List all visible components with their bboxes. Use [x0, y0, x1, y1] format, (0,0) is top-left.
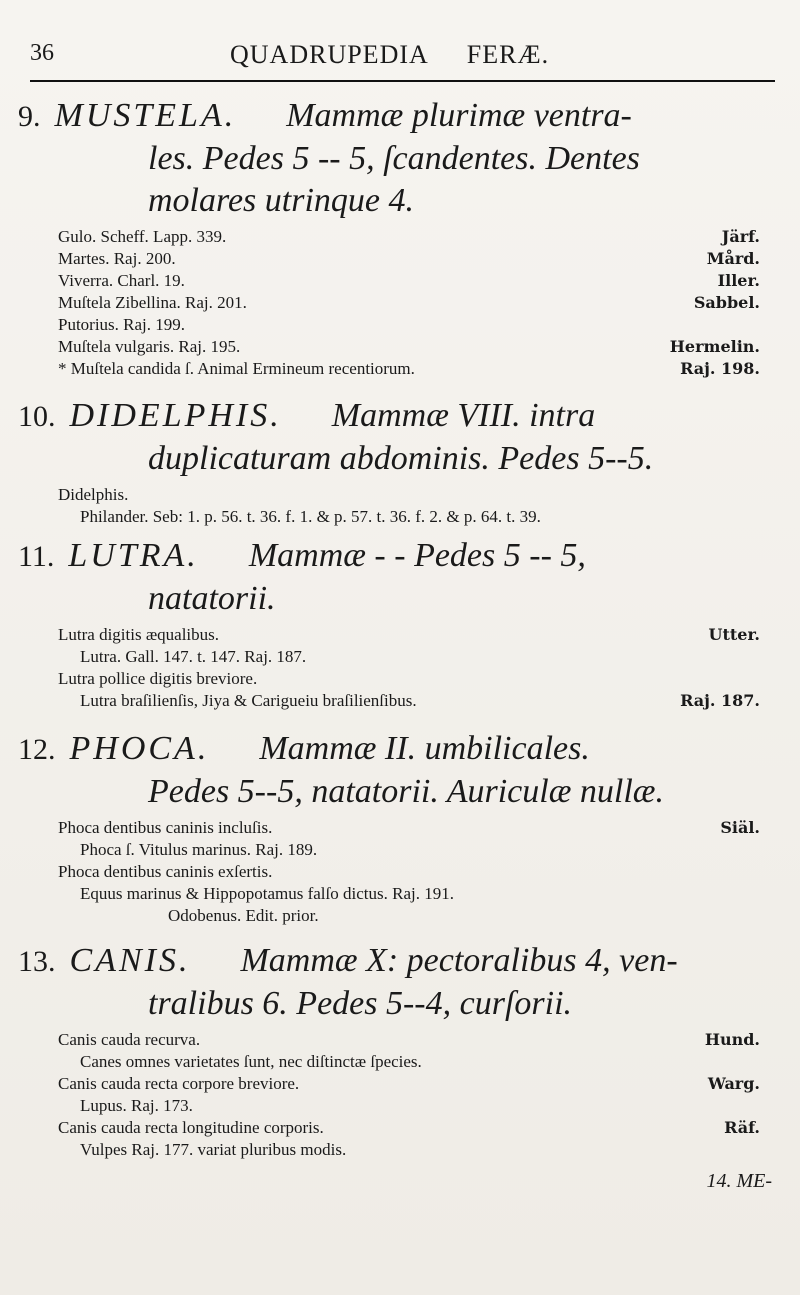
running-title [230, 40, 549, 70]
species-entry [18, 905, 788, 927]
species-entry [18, 1095, 788, 1117]
genus-section [18, 395, 788, 528]
genus-description: Mammæ X: pectoralibus 4, ven- [240, 942, 678, 979]
running-header [30, 40, 775, 82]
species-entry [18, 270, 788, 292]
genus-section [18, 940, 788, 1161]
species-list [18, 817, 788, 927]
species-entry [18, 839, 788, 861]
genus-heading [18, 95, 788, 138]
species-entry [18, 624, 788, 646]
genus-description-continued: les. Pedes 5 -- 5, ſcandentes. Dentes [148, 140, 640, 177]
genus-name: LUTRA. [68, 537, 199, 574]
genus-heading [18, 940, 788, 983]
species-name: Canis cauda recta corpore breviore. [58, 1074, 300, 1093]
genus-description-continued: natatorii. [148, 580, 276, 617]
genus-name: DIDELPHIS. [69, 397, 282, 434]
species-name: Lutra digitis æqualibus. [58, 625, 220, 644]
species-name: Putorius. Raj. 199. [58, 315, 186, 334]
species-list [18, 1029, 788, 1161]
species-entry [18, 1117, 788, 1139]
species-entry [18, 1051, 788, 1073]
genus-number: 11. [18, 540, 55, 573]
species-name: Odobenus. Edit. prior. [168, 906, 319, 925]
species-entry [18, 690, 788, 712]
title-left: QUADRUPEDIA [230, 40, 429, 69]
genus-number: 9. [18, 100, 41, 133]
species-entry [18, 226, 788, 248]
species-name: Equus marinus & Hippopotamus falſo dictus. Raj. 191. [80, 884, 454, 903]
genus-heading [18, 535, 788, 578]
species-entry [18, 314, 788, 336]
vernacular-name: Järf. [721, 227, 760, 246]
species-entry [18, 817, 788, 839]
species-entry [18, 358, 788, 380]
species-name: Phoca dentibus caninis incluſis. [58, 818, 273, 837]
species-entry [18, 484, 788, 506]
vernacular-name: Sabbel. [693, 293, 760, 312]
vernacular-name: Hermelin. [669, 337, 760, 356]
species-name: Didelphis. [58, 485, 129, 504]
genus-description-continued: molares utrinque 4. [148, 182, 415, 219]
species-entry [18, 248, 788, 270]
vernacular-name: Iller. [717, 271, 760, 290]
catchword: 14. ME- [706, 1170, 772, 1192]
species-name: Muſtela vulgaris. Raj. 195. [58, 337, 241, 356]
species-name: Lutra braſilienſis, Jiya & Carigueiu braſilienſibus. [80, 691, 417, 710]
title-right: FERÆ. [466, 40, 550, 69]
species-name: Phoca dentibus caninis exſertis. [58, 862, 273, 881]
species-entry [18, 336, 788, 358]
species-name: Vulpes Raj. 177. variat pluribus modis. [80, 1140, 347, 1159]
vernacular-name: Warg. [707, 1074, 760, 1093]
vernacular-name: Mård. [706, 249, 760, 268]
species-entry [18, 506, 788, 528]
species-name: Lutra pollice digitis breviore. [58, 669, 258, 688]
species-name: Canes omnes varietates ſunt, nec diſtinctæ ſpecies. [80, 1052, 422, 1071]
species-entry [18, 1029, 788, 1051]
species-list [18, 624, 788, 712]
genus-name: PHOCA. [69, 730, 210, 767]
species-entry [18, 646, 788, 668]
vernacular-name: Räf. [724, 1118, 760, 1137]
vernacular-name: Raj. 187. [680, 691, 760, 710]
vernacular-name: Raj. 198. [680, 359, 760, 378]
genus-description: Mammæ VIII. intra [331, 397, 596, 434]
genus-number: 13. [18, 945, 56, 978]
species-name: Muſtela Zibellina. Raj. 201. [58, 293, 247, 312]
species-entry [18, 292, 788, 314]
species-entry [18, 861, 788, 883]
species-entry [18, 668, 788, 690]
species-entry [18, 1073, 788, 1095]
species-entry [18, 883, 788, 905]
genus-description: Mammæ - - Pedes 5 -- 5, [248, 537, 586, 574]
species-name: Lutra. Gall. 147. t. 147. Raj. 187. [80, 647, 307, 666]
genus-description-continued: tralibus 6. Pedes 5--4, curſorii. [148, 985, 573, 1022]
genus-description-continued: duplicaturam abdominis. Pedes 5--5. [148, 440, 654, 477]
genus-description: Mammæ II. umbilicales. [259, 730, 590, 767]
genus-number: 12. [18, 733, 56, 766]
species-name: Gulo. Scheff. Lapp. 339. [58, 227, 227, 246]
species-name: Canis cauda recurva. [58, 1030, 201, 1049]
species-entry [18, 1139, 788, 1161]
genus-heading [18, 395, 788, 438]
genus-heading [18, 728, 788, 771]
species-list [18, 484, 788, 528]
species-name: Phoca ſ. Vitulus marinus. Raj. 189. [80, 840, 318, 859]
vernacular-name: Hund. [704, 1030, 760, 1049]
genus-section [18, 728, 788, 927]
vernacular-name: Siäl. [720, 818, 760, 837]
genus-description-continued: Pedes 5--5, natatorii. Auriculæ nullæ. [148, 773, 664, 810]
genus-section [18, 535, 788, 712]
species-name: Philander. Seb: 1. p. 56. t. 36. f. 1. & p. 57. t. 36. f. 2. & p. 64. t. 39. [80, 507, 541, 526]
species-name: Canis cauda recta longitudine corporis. [58, 1118, 324, 1137]
species-name: Martes. Raj. 200. [58, 249, 176, 268]
genus-name: MUSTELA. [54, 97, 237, 134]
genus-description: Mammæ plurimæ ventra- [286, 97, 632, 134]
genus-section [18, 95, 788, 380]
genus-number: 10. [18, 400, 56, 433]
species-name: * Muſtela candida ſ. Animal Ermineum recentiorum. [58, 359, 415, 378]
vernacular-name: Utter. [708, 625, 760, 644]
species-list [18, 226, 788, 380]
genus-name: CANIS. [69, 942, 191, 979]
species-name: Lupus. Raj. 173. [80, 1096, 193, 1115]
page-number: 36 [30, 40, 54, 66]
species-name: Viverra. Charl. 19. [58, 271, 185, 290]
